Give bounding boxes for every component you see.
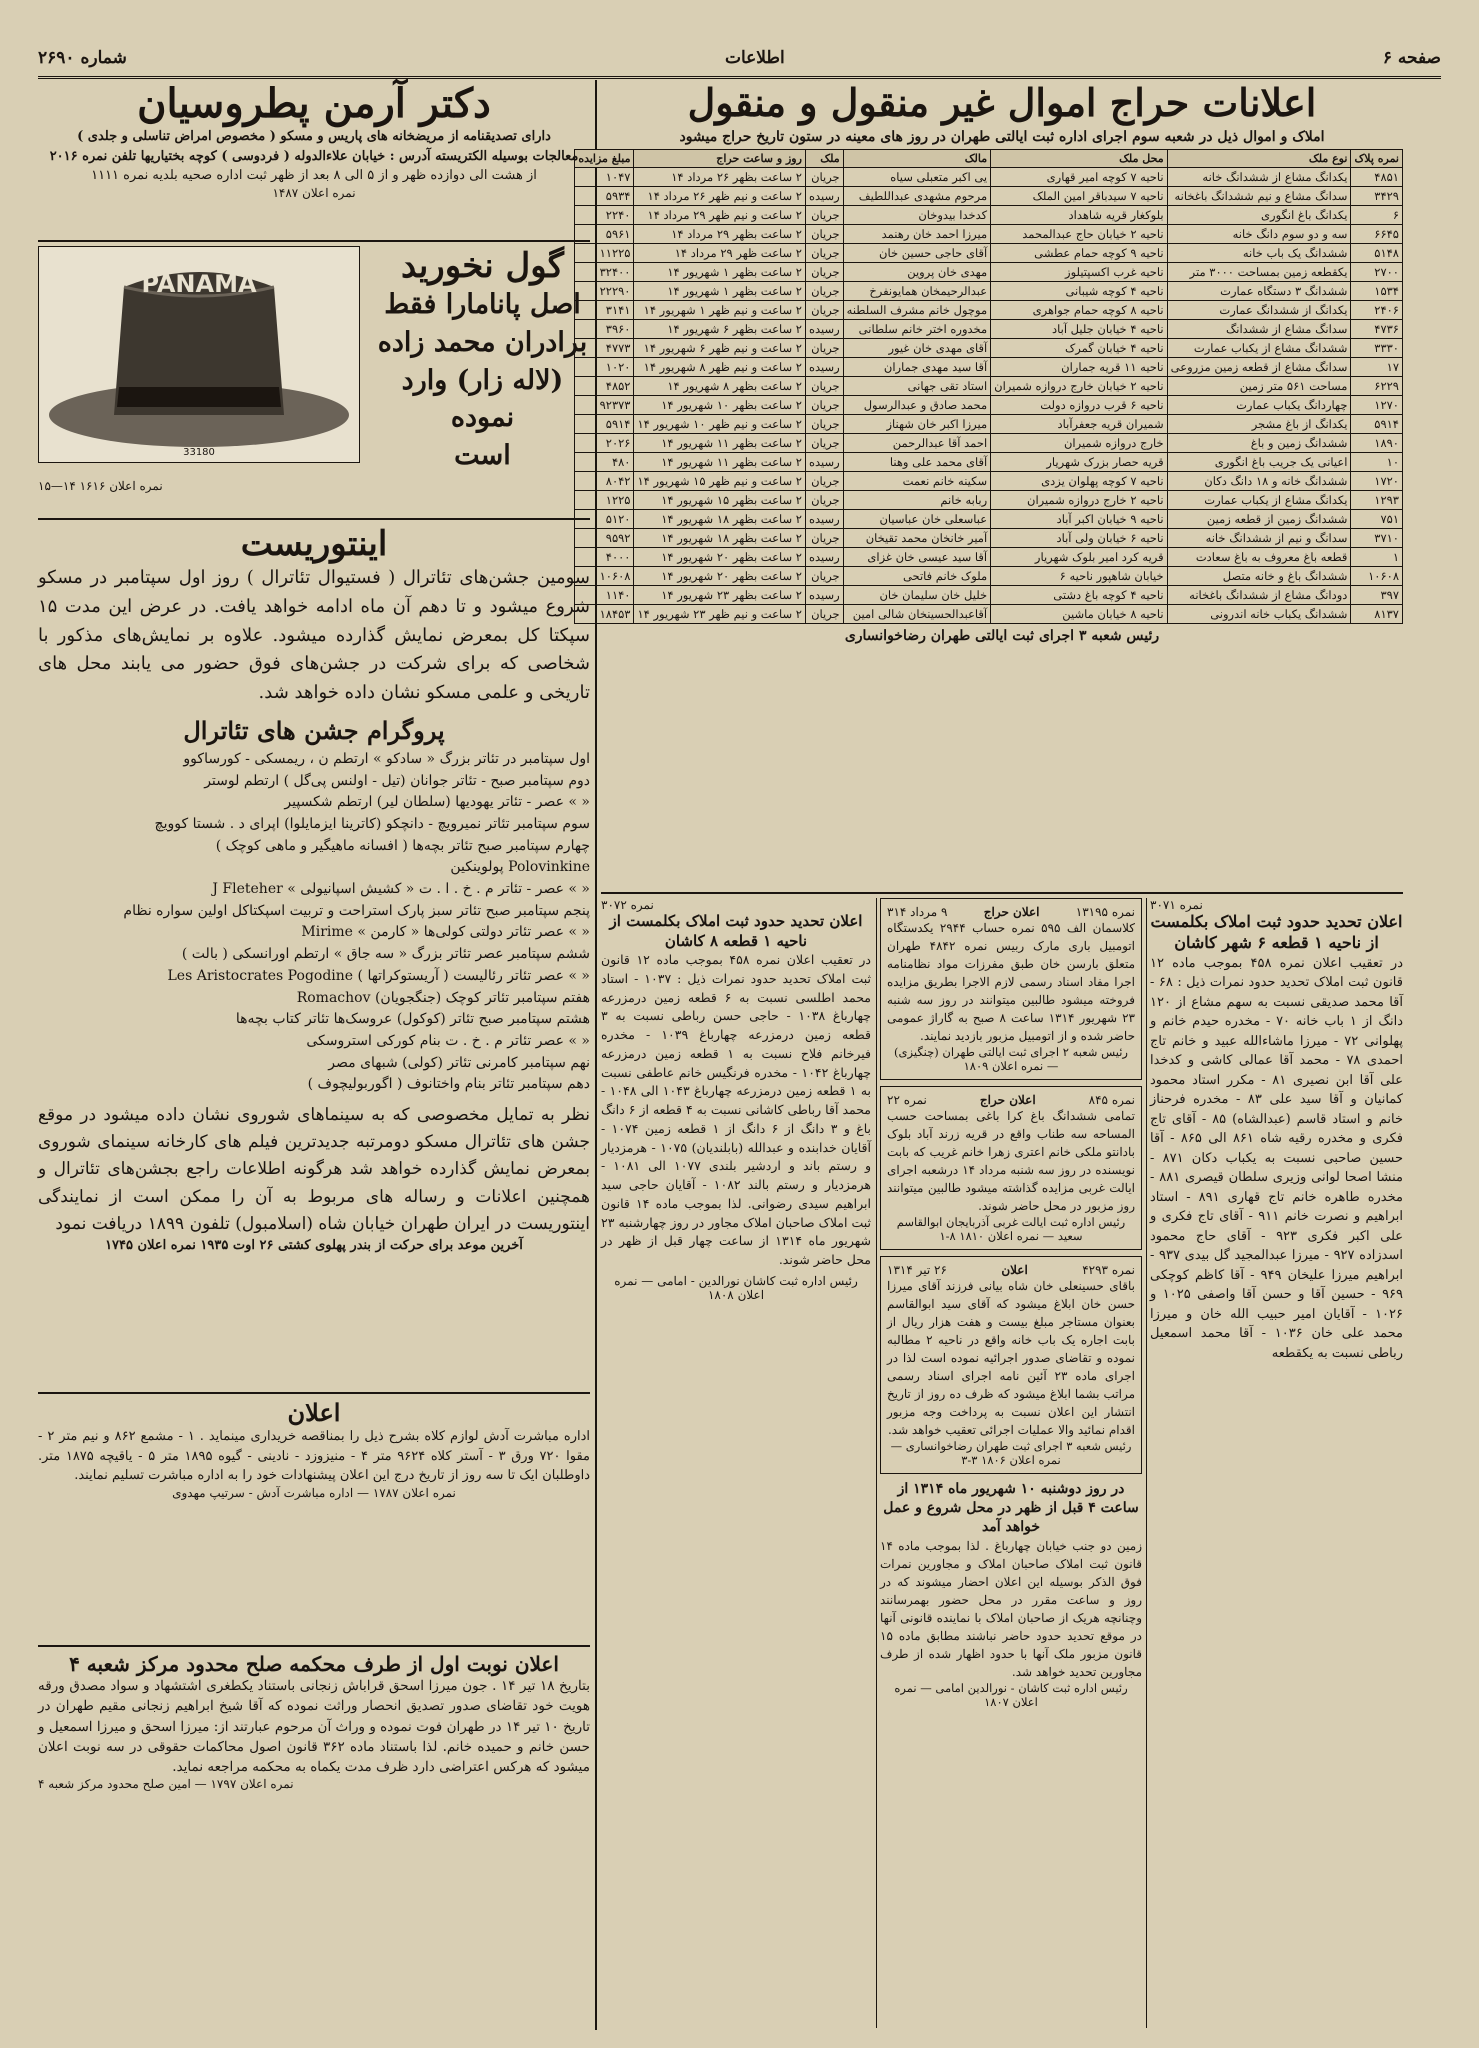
table-cell: جریان [805, 415, 843, 434]
table-row [575, 472, 1403, 491]
auction2-signature: رئیس شعبه ۲ اجرای ثبت ایالتی طهران (چنگیزی) — نمره اعلان ۱۸۰۹ [894, 1045, 1128, 1073]
table-cell: ۲ ساعت بظهر ۱ شهریور ۱۴ [634, 282, 805, 301]
table-cell: یکدانگ مشاع از ششدانگ خانه [1167, 168, 1351, 187]
table-row [575, 396, 1403, 415]
table-cell: ۱۲۲۵ [575, 491, 634, 510]
doctor-line1: دارای تصدیقنامه از مریضخانه های پاریس و مسکو ( مخصوص امراض تناسلی و جلدی ) [77, 129, 551, 144]
table-cell: سدانگ مشاع و نیم ششدانگ باغخانه [1167, 187, 1351, 206]
table-cell: سکینه خانم نعمت [843, 472, 990, 491]
section-divider [38, 1392, 590, 1394]
boundary-body: در تعقیب اعلان نمره ۴۵۸ بموجب ماده ۱۲ قانون ثبت املاک تحدید حدود نمرات ذیل : ۱۰۳۷ - استاد محمد اطلسی نسبت به ۶ قطعه زمین درمزرعه چهارباغ ۱۰۳۸ - حاجی حسن رباطی نسبت به ۳ قطعه زمین درمزرعه چهارباغ ۱۰۳۹ - مخدره فیرخانم فلاح نسبت به ۱ قطعه زمین درمزرعه چهارباغ ۱۰۴۲ - مخدره فرنگیس خانم عاطفی نسبت به ۱ قطعه زمین درمزرعه چهارباغ ۱۰۴۳ الی ۱۰۴۸ - محمد آقا رباطی کاشانی نسبت به ۴ قطعه از ۶ دانگ باغ و ۳ دانگ از ۶ دانگ از ۱ قطعه زمین ۱۰۷۴ - آقایان خدابنده و عبدالله (بابلندیان) ۱۰۷۵ - هرمزدیار و رستم باند و اردشیر بلندی ۱۰۷۷ الی ۱۰۸۱ - هرمزدیار و رستم بالند ۱۰۸۲ - آقایان حاجی سید ابراهیم سیدی رضوانی. لذا بموجب ماده ۱۴ قانون ثبت املاک صاحبان املاک مجاور در روز چهارشنبه ۲۳ شهریور ماه ۱۳۱۴ از ساعت چهار قبل از ظهر در محل حاضر شوند. [601, 952, 872, 1267]
auction3-ad-no: نمره ۸۴۵ [1088, 1093, 1135, 1107]
table-cell: ۲ ساعت و نیم ظهر ۱۵ شهریور ۱۴ [634, 472, 805, 491]
table-cell: یکدانگ مشاع از یکباب عمارت [1167, 491, 1351, 510]
notice3-body: باقای حسینعلی خان شاه بیانی فرزند آقای میرزا حسن خان ابلاغ میشود که آقای سید ابوالقاسم بعنوان مستاجر مبلغ بیست و هفت هزار ریال از بابت اجاره یک باب خانه واقع در ناحیه ۲ مطالبه نموده و تقاضای صدور اجرائیه نموده است لذا در اجرای ماده ۲۳ آئین نامه اجرای اسناد رسمی مراتب بشما ابلاغ میشود که ظرف ده روز از تاریخ انتشار این اعلان نسبت به پرداخت وجه مزبور اقدام نمائید والا عملیات اجرائی تعقیب خواهد شد. [887, 1279, 1135, 1437]
table-row [575, 415, 1403, 434]
column-divider [876, 898, 877, 2028]
table-row [575, 263, 1403, 282]
table-cell: مرحوم مشهدی عبداللطیف [843, 187, 990, 206]
program-item: پنجم سپتامبر صبح تئاتر سبز پارک استراحت و تربیت اسپکتاکل اولین سواره نظام [123, 902, 590, 919]
table-row [575, 187, 1403, 206]
table-cell: ۸۰۴۲ [575, 472, 634, 491]
hat-number: 33180 [183, 447, 215, 458]
table-cell: ۱۲۹۳ [1351, 491, 1403, 510]
table-cell: ۲۷۰۰ [1351, 263, 1403, 282]
col-type: نوع ملک [1167, 150, 1351, 168]
intourist-title: اینتوریست [240, 524, 388, 564]
notice3-box [880, 1256, 1142, 1474]
auction-title: اعلانات حراج اموال غیر منقول و منقول [687, 80, 1317, 125]
table-cell: جریان [805, 605, 843, 624]
table-cell: ۲۲۲۹۰ [575, 282, 634, 301]
table-cell: ناحیه ۹ خیابان اکبر آباد [991, 510, 1167, 529]
notice4-box [880, 1480, 1142, 1709]
program-item: نهم سپتامبر کامرنی تئاتر (کولی) شبهای مصر [328, 1054, 590, 1071]
table-cell: شمیران قریه جعفرآباد [991, 415, 1167, 434]
table-row [575, 567, 1403, 586]
table-cell: ۱۵۳۴ [1351, 282, 1403, 301]
table-cell: چهاردانگ یکباب عمارت [1167, 396, 1351, 415]
page-number: صفحه ۶ [1382, 48, 1441, 68]
table-cell: جریان [805, 491, 843, 510]
program-item: اول سپتامبر در تئاتر بزرگ « سادکو » ارتطم ن ، ریمسکی - کورساکوو [183, 750, 590, 767]
table-cell: ۶۲۲۹ [1351, 377, 1403, 396]
table-cell: ۳۲۴۰۰ [575, 263, 634, 282]
program-item: سوم سپتامبر تئاتر نمیرویچ - دانچکو (کاترینا ایزمایلوا) اپرای د . شستا کوویچ [154, 816, 590, 833]
table-cell: مهدی خان پروین [843, 263, 990, 282]
supply-notice-signature: نمره اعلان ۱۷۸۷ — اداره مباشرت آدش - سرتیپ مهدوی [172, 1485, 456, 1500]
table-cell: ششدانگ خانه و ۱۸ دانگ دکان [1167, 472, 1351, 491]
table-cell: ۲۴۰۶ [1351, 301, 1403, 320]
table-cell: جریان [805, 567, 843, 586]
table-cell: ناحیه ۹ کوچه حمام عطشی [991, 244, 1167, 263]
table-cell: ۳۳۳۰ [1351, 339, 1403, 358]
table-cell: رسیده [805, 510, 843, 529]
table-cell: ششدانگ زمین از قطعه زمین [1167, 510, 1351, 529]
table-cell: ۲ ساعت و نیم ظهر ۱۰ شهریور ۱۴ [634, 415, 805, 434]
table-cell: ششدانگ زمین و باغ [1167, 434, 1351, 453]
intourist-footer: آخرین موعد برای حرکت از بندر پهلوی کشتی ۲۶ اوت ۱۹۳۵ نمره اعلان ۱۷۴۵ [105, 1237, 523, 1253]
table-cell: ۵۹۳۴ [575, 187, 634, 206]
notice3-title: اعلان [1001, 1263, 1028, 1277]
table-cell: آقا سید عیسی خان غزای [843, 548, 990, 567]
table-cell: ۴۷۷۳ [575, 339, 634, 358]
issue-number: شماره ۲۶۹۰ [38, 48, 127, 68]
table-cell: ۲ ساعت بظهر ۲۶ مرداد ۱۴ [634, 168, 805, 187]
table-cell: جریان [805, 244, 843, 263]
table-cell: ناحیه ۲ خارج دروازه شمیران [991, 491, 1167, 510]
table-cell: ۲ ساعت بظهر ۱۱ شهریور ۱۴ [634, 453, 805, 472]
table-cell: دودانگ مشاع از ششدانگ باغخانه [1167, 586, 1351, 605]
table-cell: ناحیه ۲ خیابان خارج دروازه شمیران [991, 377, 1167, 396]
table-cell: یکدانگ از باغ مشجر [1167, 415, 1351, 434]
table-cell: یی اکبر متعبلی سیاه [843, 168, 990, 187]
table-cell: ناحیه ۴ کوچه شیبانی [991, 282, 1167, 301]
intourist-ad [38, 524, 590, 1304]
table-cell: ۵۹۱۴ [575, 415, 634, 434]
program-item: دهم سپتامبر تئاتر بنام واختانوف ( اگوربولیچوف ) [307, 1076, 590, 1093]
section-divider [38, 518, 590, 520]
table-cell: ۶ [1351, 206, 1403, 225]
col-datetime: روز و ساعت حراج [634, 150, 805, 168]
program-item: هفتم سپتامبر تئاتر کوچک (جنگجویان) Romachov [296, 989, 590, 1006]
supply-notice [38, 1398, 590, 1638]
table-cell: جریان [805, 168, 843, 187]
table-cell: ششدانگ ۳ دستگاه عمارت [1167, 282, 1351, 301]
program-item: ششم سپتامبر عصر تئاتر بزرگ « سه جاق » ارتطم اورانسکی ( بالت ) [181, 946, 590, 963]
program-item: چهارم سپتامبر صبح تئاتر بچه‌ها ( افسانه ماهیگیر و ماهی کوچک ) [215, 837, 590, 854]
table-cell: ناحیه غرب اکسپتیلوز [991, 263, 1167, 282]
table-row [575, 586, 1403, 605]
panama-headline: گول نخورید [401, 246, 564, 286]
table-cell: ۱۰۴۷ [575, 168, 634, 187]
table-cell: ناحیه ۷ کوچه پهلوان یزدی [991, 472, 1167, 491]
table-cell: مساحت ۵۶۱ متر زمین [1167, 377, 1351, 396]
auction3-title: اعلان حراج [979, 1093, 1036, 1107]
table-cell: ۱۰ [1351, 453, 1403, 472]
program-item: Polovinkine پولوینکین [450, 859, 590, 876]
auction-table [574, 149, 1403, 624]
col-status: ملک [805, 150, 843, 168]
notice3-date: ۲۶ تیر ۱۳۱۴ [887, 1263, 947, 1277]
table-cell: ۱۰۶۰۸ [575, 567, 634, 586]
table-cell: ۲ ساعت بظهر ۶ شهریور ۱۴ [634, 320, 805, 339]
program-item: دوم سپتامبر صبح - تئاتر جوانان (تیل - اولنس پی‌گل ) ارتطم لوستر [204, 772, 590, 789]
column-divider [1146, 898, 1147, 2028]
table-cell: ۱۰۲۰ [575, 358, 634, 377]
table-row [575, 453, 1403, 472]
auction2-ad-no: نمره ۱۳۱۹۵ [1075, 905, 1135, 919]
table-cell: ۴۰۰۰ [575, 548, 634, 567]
table-cell: ملوک خانم فاتحی [843, 567, 990, 586]
table-cell: آقای حاجی حسین خان [843, 244, 990, 263]
page-header [38, 40, 1441, 79]
table-cell: ۲ ساعت بظهر ۱۸ شهریور ۱۴ [634, 529, 805, 548]
notice3-signature: رئیس شعبه ۳ اجرای ثبت طهران رضاخوانساری — نمره اعلان ۱۸۰۶ ۳-۳ [890, 1439, 1132, 1467]
table-cell: ششدانگ باغ و خانه متصل [1167, 567, 1351, 586]
table-row [575, 377, 1403, 396]
table-cell: جریان [805, 529, 843, 548]
table-cell: موچول خانم مشرف السلطنه [843, 301, 990, 320]
table-cell: ۵۹۶۱ [575, 225, 634, 244]
table-cell: ۲۰۲۶ [575, 434, 634, 453]
table-cell: ۲ ساعت و نیم ظهر ۸ شهریور ۱۴ [634, 358, 805, 377]
table-cell: جریان [805, 263, 843, 282]
table-cell: ناحیه ۷ سیدباقر امین الملک [991, 187, 1167, 206]
col-location: محل ملک [991, 150, 1167, 168]
table-cell: ناحیه ۴ خیابان جلیل آباد [991, 320, 1167, 339]
panama-line1: اصل پانامارا فقط [384, 289, 581, 320]
table-cell: جریان [805, 206, 843, 225]
table-cell: ۱۸۹۰ [1351, 434, 1403, 453]
intourist-closing: نظر به تمایل مخصوصی که به سینماهای شوروی نشان داده میشود در موقع جشن های تئاترال مسکو دومرتبه جدیدترین فیلم های کارخانه سینمای شوروی بمعرض نمایش گذارده خواهد شد هرگونه اطلاعات راجع بجشن‌های تئاترال و همچنین اعلانات و رساله های مربوط به آن را ممکن است از نمایندگی اینتوریست در ایران طهران خیابان شاه (اسلامبول) تلفون ۱۸۹۹ دریافت نمود [38, 1104, 590, 1234]
table-cell: ۲ ساعت و نیم ظهر ۱ شهریور ۱۴ [634, 301, 805, 320]
table-row [575, 168, 1403, 187]
doctor-ad-no: نمره اعلان ۱۴۸۷ [272, 185, 356, 200]
table-cell: رسیده [805, 548, 843, 567]
table-cell: ۴۸۵۱ [1351, 168, 1403, 187]
doctor-line3: از هشت الی دوازده ظهر و از ۵ الی ۸ بعد از ظهر ثبت اداره صحیه بلدیه نمره ۱۱۱۱ [91, 168, 537, 183]
table-cell: ۲ ساعت بظهر ۲۹ مرداد ۱۴ [634, 225, 805, 244]
table-row [575, 282, 1403, 301]
table-row [575, 301, 1403, 320]
auction3-date: نمره ۲۲ [887, 1093, 927, 1107]
table-cell: ۱۸۴۵۳ [575, 605, 634, 624]
table-cell: جریان [805, 434, 843, 453]
table-cell: ششدانگ مشاع از یکباب عمارت [1167, 339, 1351, 358]
panama-line4: است [454, 440, 511, 472]
table-cell: ۲ ساعت و نیم ظهر ۲۳ شهریور ۱۴ [634, 605, 805, 624]
table-cell: آقا سید مهدی جماران [843, 358, 990, 377]
table-cell: جریان [805, 472, 843, 491]
table-cell: ۱۱۲۲۵ [575, 244, 634, 263]
table-cell: ۲ ساعت بظهر ۱۸ شهریور ۱۴ [634, 510, 805, 529]
middle-notices [880, 898, 1142, 2028]
table-cell: ۵۱۴۸ [1351, 244, 1403, 263]
table-cell: ۳۱۴۱ [575, 301, 634, 320]
auction3-signature: رئیس اداره ثبت ایالت غربی آذربایجان ابوالقاسم سعید — نمره اعلان ۱۸۱۰ ۸-۱ [896, 1215, 1126, 1243]
table-cell: عبدالرحیمخان همایونفرخ [843, 282, 990, 301]
table-cell: جریان [805, 301, 843, 320]
table-cell: رسیده [805, 358, 843, 377]
table-row [575, 320, 1403, 339]
table-cell: ۲ ساعت بظهر ۱۱ شهریور ۱۴ [634, 434, 805, 453]
table-cell: آقای محمد علی وهنا [843, 453, 990, 472]
table-cell: آمیر خانخان محمد تقیخان [843, 529, 990, 548]
auction2-date: ۹ مرداد ۳۱۴ [887, 905, 948, 919]
table-cell: رسیده [805, 453, 843, 472]
table-row [575, 529, 1403, 548]
table-cell: ۹۵۹۲ [575, 529, 634, 548]
auction2-body: کلاسمان الف ۵۹۵ نمره حساب ۲۹۴۴ یکدستگاه اتومبیل باری مارک ربیس نمره ۴۸۴۲ طهران متعلق بارسن خان طبق مفرزات مواد نظامنامه اجرا مفاد اسناد رسمی لازم الاجرا بطریق مزایده فروخته میشود طالبین میتوانند در روز سه شنبه ۲۳ شهریور ۱۳۱۴ ساعت ۸ صبح به گاراژ عمومی حاضر شده و از اتومبیل مزبور بازدید نمایند. [887, 921, 1135, 1043]
table-cell: ربابه خانم [843, 491, 990, 510]
auction2-title: اعلان حراج [983, 905, 1040, 919]
table-cell: خلیل خان سلیمان خان [843, 586, 990, 605]
table-row [575, 339, 1403, 358]
hat-icon [39, 247, 359, 462]
boundary2-title: اعلان تحدید حدود ثبت املاک بکلمست از ناحیه ۱ قطعه ۶ شهر کاشان [1150, 912, 1403, 952]
table-cell: میرزا اکبر خان شهناز [843, 415, 990, 434]
table-row [575, 358, 1403, 377]
table-cell: ۳۹۷ [1351, 586, 1403, 605]
table-cell: ۲ ساعت و نیم ظهر ۲۶ مرداد ۱۴ [634, 187, 805, 206]
table-cell: رسیده [805, 187, 843, 206]
table-cell: ۲ ساعت بظهر ۱۰ شهریور ۱۴ [634, 396, 805, 415]
table-row [575, 510, 1403, 529]
col-plate: نمره پلاک [1351, 150, 1403, 168]
table-cell: رسیده [805, 586, 843, 605]
table-cell: جریان [805, 339, 843, 358]
table-cell: قطعه باغ معروف به باغ سعادت [1167, 548, 1351, 567]
auction-signature: رئیس شعبه ۳ اجرای ثبت ایالتی طهران رضاخوانساری [844, 628, 1160, 644]
boundary-footer: رئیس اداره ثبت کاشان نورالدین - امامی — نمره اعلان ۱۸۰۸ [614, 1273, 858, 1302]
table-row [575, 244, 1403, 263]
table-cell: ۴۸۵۲ [575, 377, 634, 396]
table-cell: ناحیه ۴ خیابان گمرک [991, 339, 1167, 358]
table-cell: ۳۴۲۹ [1351, 187, 1403, 206]
table-cell: ۲ ساعت بظهر ۲۳ شهریور ۱۴ [634, 586, 805, 605]
table-cell: اعیانی یک جریب باغ انگوری [1167, 453, 1351, 472]
table-row [575, 548, 1403, 567]
table-cell: ناحیه ۶ خیابان ولی آباد [991, 529, 1167, 548]
table-cell: ۱۱۴۰ [575, 586, 634, 605]
table-cell: ۷۵۱ [1351, 510, 1403, 529]
table-cell: خارج دروازه شمیران [991, 434, 1167, 453]
col-amount: مبلغ مزایده [575, 150, 634, 168]
program-item: هشتم سپتامبر صبح تئاتر (کوکول) عروسک‌ها تئاتر کتاب بچه‌ها [235, 1011, 590, 1028]
supply-notice-title: اعلان [287, 1398, 341, 1427]
table-cell: محمد صادق و عبدالرسول [843, 396, 990, 415]
table-cell: جریان [805, 396, 843, 415]
table-cell: یکدانگ باغ انگوری [1167, 206, 1351, 225]
table-cell: ۴۸۰ [575, 453, 634, 472]
table-cell: ناحیه ۲ خیابان حاج عبدالمحمد [991, 225, 1167, 244]
table-cell: یکقطعه زمین بمساحت ۳۰۰۰ متر [1167, 263, 1351, 282]
newspaper-name: اطلاعات [724, 48, 785, 68]
table-cell: ناحیه ۴ کوچه باغ دشتی [991, 586, 1167, 605]
table-cell: عباسعلی خان عباسیان [843, 510, 990, 529]
table-cell: ۱۷ [1351, 358, 1403, 377]
table-cell: ناحیه ۸ کوچه حمام جواهری [991, 301, 1167, 320]
table-row [575, 491, 1403, 510]
table-cell: ۹۲۳۷۳ [575, 396, 634, 415]
panama-ad [38, 246, 590, 518]
table-cell: ۳۹۶۰ [575, 320, 634, 339]
table-cell: جریان [805, 225, 843, 244]
table-cell: ناحیه ۶ قرب دروازه دولت [991, 396, 1167, 415]
table-cell: کدخدا بیدوخان [843, 206, 990, 225]
table-cell: آقای مهدی خان غیور [843, 339, 990, 358]
boundary-ad-no: نمره ۳۰۷۲ [601, 898, 654, 912]
table-cell: ۲ ساعت بظهر ۲۰ شهریور ۱۴ [634, 567, 805, 586]
doctor-name: دکتر آرمن پطروسیان [137, 80, 491, 127]
court-notice [38, 1652, 590, 2027]
intourist-body: سومین جشن‌های تئاترال ( فستیوال تئاترال ) روز اول سپتامبر در مسکو شروع میشود و تا دهم آن ماه ادامه خواهد یافت. در عرض این مدت ۱۵ سپکتا کل بمعرض نمایش گذارده میشود. علاوه بر نمایش‌های مذکور با شخاصی که برای شرکت در جشن‌های فوق حضور می یابند محل های تاریخی و علمی مسکو نشان داده خواهد شد. [38, 567, 590, 704]
table-cell: میرزا احمد خان رهنمد [843, 225, 990, 244]
table-cell: قریه حصار بزرک شهریار [991, 453, 1167, 472]
auction-section [578, 80, 1403, 870]
court-notice-body: بتاریخ ۱۸ تیر ۱۴ . جون میرزا اسحق قراباش زنجانی باستناد یکطغری اشتشهاد و سواد مصدق ورقه هویت خود تقاضای صدور تصدیق انحصار وراثت نموده که آقا شیخ ابراهیم زنجانی مقیم طهران در تاریخ ۱۰ تیر ۱۴ در طهران فوت نموده و وراث آن مرحوم عبارتند از: میرزا اسحق و میرزا اسمعیل و حسن خانم و حمیده خانم. لذا باستناد ماده ۳۶۲ قانون اصول محاکمات حقوقی در سه نوبت اعلان میشود که هرکس اعتراضی دارد ظرف مدت یکماه به محکمه مراجعه نماید. [38, 1678, 590, 1775]
auction-table-header [575, 150, 1403, 168]
table-cell: ۲ ساعت بظهر ۸ شهریور ۱۴ [634, 377, 805, 396]
table-cell: قریه کرد امیر بلوک شهریار [991, 548, 1167, 567]
table-cell: ششدانگ یک باب خانه [1167, 244, 1351, 263]
table-cell: استاد تقی جهانی [843, 377, 990, 396]
table-cell: یکدانگ از ششدانگ عمارت [1167, 301, 1351, 320]
boundary2-ad-no: نمره ۳۰۷۱ [1150, 898, 1203, 912]
panama-line3: (لاله زار) وارد نموده [401, 364, 564, 434]
program-list [38, 749, 590, 1096]
table-cell: خیابان شاهپور ناحیه ۶ [991, 567, 1167, 586]
table-cell: ۵۹۱۴ [1351, 415, 1403, 434]
table-cell: آقاعبدالحسینخان شالی امین [843, 605, 990, 624]
notice4-body: زمین دو جنب خیابان چهارباغ . لذا بموجب ماده ۱۴ قانون ثبت املاک صاحبان املاک و مجاورین نمرات فوق الذکر بوسیله این اعلان احضار میشوند که در روز و ساعت مقرر در محل حضور بهمرسانند وچنانچه هریک از صاحبان املاک با نماینده قانونی آنها در موقع تحدید حدود حاضر نباشند مطابق ماده ۱۵ قانون مزبور ملک آنها با حدود اظهار شده از طرف مجاورین تحدید خواهد شد. [880, 1538, 1142, 1679]
section-divider [38, 240, 590, 242]
table-cell: ۴۷۳۶ [1351, 320, 1403, 339]
table-cell: جریان [805, 282, 843, 301]
table-cell: ۱۰۶۰۸ [1351, 567, 1403, 586]
program-item: « » عصر - تئاتر یهودیها (سلطان لیر) ارتطم شکسپیر [284, 794, 590, 811]
table-cell: ۱۲۷۰ [1351, 396, 1403, 415]
table-row [575, 605, 1403, 624]
table-cell: سدانگ و نیم از ششدانگ خانه [1167, 529, 1351, 548]
section-divider [601, 892, 1403, 894]
boundary-title: اعلان تحدید حدود ثبت املاک بکلمست از ناحیه ۱ قطعه ۸ کاشان [609, 912, 863, 950]
table-cell: ۲ ساعت ظهر ۲۹ مرداد ۱۴ [634, 244, 805, 263]
notice4-signature: رئیس اداره ثبت کاشان - نورالدین امامی — نمره اعلان ۱۸۰۷ [894, 1680, 1128, 1709]
auction2-box [880, 898, 1142, 1080]
doctor-line2: معالجات بوسیله الکتریسته آدرس : خیابان علاءالدوله ( فردوسی ) کوچه بختیاریها تلفن نمره ۲۰۱۶ [49, 148, 579, 164]
auction3-body: تمامی ششدانگ باغ کرا باغی بمساحت حسب المساحه سه طناب واقع در قریه زرند آباد بلوک بادانتو ملکی خانم اعتری زهرا خانم غریب که بابت نویسنده در روز سه شنبه مرداد ۱۴ درشعبه اجرای ایالت غربی مزایده گذاشته میشود طالبین میتوانند روز مزبور در محل حاضر شوند. [887, 1109, 1135, 1213]
table-row [575, 206, 1403, 225]
table-cell: ۱۷۲۰ [1351, 472, 1403, 491]
supply-notice-body: اداره مباشرت آدش لوازم کلاه بشرح ذیل را بمناقصه خریداری مینماید . ۱ - مشمع ۸۶۲ و نیم متر ۲ - مقوا ۷۲۰ ورق ۳ - آستر کلاه ۹۶۲۴ متر ۴ - منیزوزد - نادینی - گیوه ۱۸۹۵ متر ۵ - یاقیچه ۱۸۷۵ متر. داوطلبان ایک تا سه روز از تاریخ درج این اعلان پیشنهادات خود را به اداره مباشرت تسلیم نمایند. [38, 1429, 590, 1483]
doctor-ad [38, 80, 590, 240]
boundary-notice-2 [1150, 898, 1403, 2028]
table-cell: رسیده [805, 320, 843, 339]
hat-label: PANAMA [141, 270, 257, 298]
table-cell: بلوکغار قریه شاهداد [991, 206, 1167, 225]
court-notice-signature: نمره اعلان ۱۷۹۷ — امین صلح محدود مرکز شعبه ۴ [38, 1777, 294, 1792]
table-cell: ناحیه ۸ خیابان ماشین [991, 605, 1167, 624]
panama-line2: برادران محمد زاده [377, 326, 588, 358]
section-divider [38, 1645, 590, 1647]
program-item: « » عصر - تئاتر م . خ . ا . ت « کشیش اسپانیولی » J Fleteher [212, 881, 590, 898]
table-cell: احمد آقا عبدالرحمن [843, 434, 990, 453]
table-cell: ۲۲۴۰ [575, 206, 634, 225]
table-row [575, 225, 1403, 244]
table-cell: سدانگ مشاع از قطعه زمین مزروعی [1167, 358, 1351, 377]
panama-hat-image [38, 246, 360, 463]
col-owner: مالک [843, 150, 990, 168]
table-cell: ۵۱۲۰ [575, 510, 634, 529]
auction3-box [880, 1086, 1142, 1250]
program-item: « » عصر تئاتر م . خ . ت بنام کورکی استروسکی [306, 1032, 590, 1049]
table-row [575, 434, 1403, 453]
table-cell: ۶۶۴۵ [1351, 225, 1403, 244]
table-cell: ۲ ساعت بظهر ۲۰ شهریور ۱۴ [634, 548, 805, 567]
table-cell: ۳۷۱۰ [1351, 529, 1403, 548]
table-cell: جریان [805, 377, 843, 396]
boundary-notice [601, 898, 871, 2028]
program-title: پروگرام جشن های تئاترال [183, 715, 445, 745]
table-cell: ۲ ساعت و نیم ظهر ۶ شهریور ۱۴ [634, 339, 805, 358]
boundary2-body: در تعقیب اعلان نمره ۴۵۸ بموجب ماده ۱۲ قانون ثبت املاک تحدید حدود نمرات ذیل : ۶۸ - آقا محمد صدیقی نسبت به سهم مشاع از ۱۲۰ دانگ از ۱ باب خانه ۷۰ - مخدره حیدم خانم و پهلوانی ۷۲ - میرزا ماشاءالله عبید و خانم تاج احمدی ۷۸ - محمد آقا عمالی کاشی و کدخدا علی آقا ابن نصیری ۸۱ - مکرر استاد محمود کمانیان و آقا سید علی ۸۳ - مخدره فرحناز خانم و استاد قاسم (عبدالشاه) ۸۵ - آقای تاج فکری و مخدره رقیه شاه ۸۶۱ الی ۸۶۵ - آقا حسین صاحبی نسبت به یکباب دکان ۸۷۱ - منشا اصحا لوانی وزیری سلطان قیصری ۸۸۱ - مخدره طاهره خانم تاج قهاری ۸۹۱ - استاد ابراهیم و نصرت خانم ۹۱۱ - آقای تاج فکری و علی اکبر فکری ۹۲۳ - آقای حاج محمود اسدزاده ۹۲۷ - میرزا عبدالمجید گل بیدی ۹۳۷ - ابراهیم میرزا علیخان ۹۴۹ - آقا کاظم کوچکی ۹۶۹ - حسین آقا و حسن آقا واصفی ۱۰۲۵ و ۱۰۲۶ - آقایان امیر حبیب الله خان و میرزا محمد علی خان ۱۰۳۶ - آقا محمد اسمعیل رباطی نسبت به یکقطعه [1150, 955, 1404, 1361]
table-cell: ۱ [1351, 548, 1403, 567]
notice3-ad-no: نمره ۴۲۹۳ [1082, 1263, 1135, 1277]
table-cell: ۲ ساعت بظهر ۱۵ شهریور ۱۴ [634, 491, 805, 510]
auction-subtitle: املاک و اموال ذیل در شعبه سوم اجرای اداره ثبت ایالتی طهران در روز های معینه در ستون تاریخ حراج میشود [679, 129, 1325, 145]
table-cell: مخدوره اختر خانم سلطانی [843, 320, 990, 339]
notice4-title: در روز دوشنبه ۱۰ شهریور ماه ۱۳۱۴ از ساعت ۴ قبل از ظهر در محل شروع و عمل خواهد آمد [883, 1481, 1139, 1535]
table-cell: ۸۱۳۷ [1351, 605, 1403, 624]
table-cell: ناحیه ۱۱ قریه جماران [991, 358, 1167, 377]
panama-ad-no: نمره اعلان ۱۶۱۶ ۱۴—۱۵ [38, 478, 163, 493]
table-cell: ۲ ساعت و نیم ظهر ۲۹ مرداد ۱۴ [634, 206, 805, 225]
program-item: « » عصر تئاتر دولتی کولی‌ها « کارمن » Mirime [301, 924, 590, 941]
court-notice-title: اعلان نوبت اول از طرف محکمه صلح محدود مرکز شعبه ۴ [69, 1652, 559, 1676]
table-cell: ششدانگ یکباب خانه اندرونی [1167, 605, 1351, 624]
table-cell: سه و دو سوم دانگ خانه [1167, 225, 1351, 244]
table-cell: ۲ ساعت بظهر ۱ شهریور ۱۴ [634, 263, 805, 282]
table-cell: سدانگ مشاع از ششدانگ [1167, 320, 1351, 339]
program-item: « » عصر تئاتر رئالیست ( آریستوکراتها ) Les Aristocrates Pogodine [167, 967, 590, 984]
table-cell: ناحیه ۷ کوچه امیر قهاری [991, 168, 1167, 187]
